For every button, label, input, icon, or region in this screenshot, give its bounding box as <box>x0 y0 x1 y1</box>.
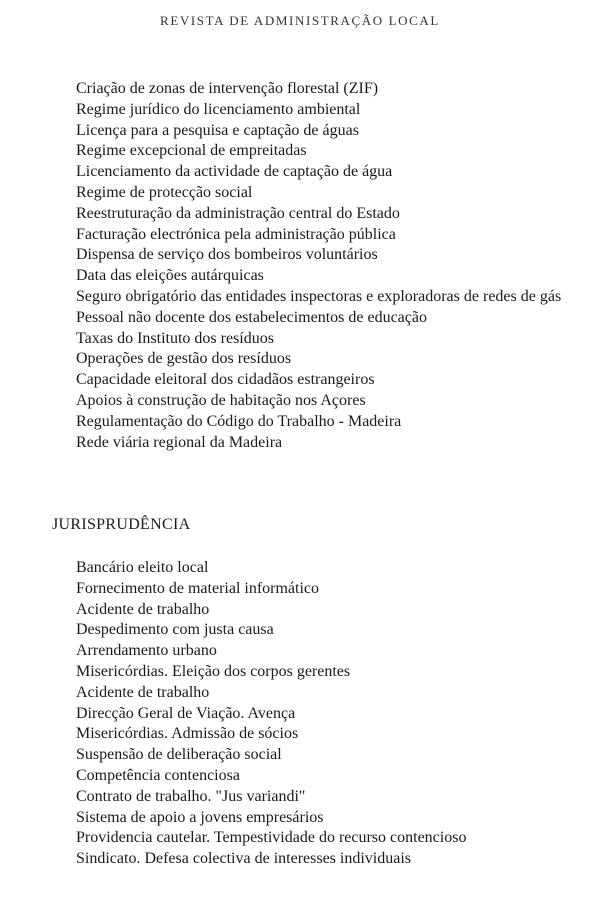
running-header: REVISTA DE ADMINISTRAÇÃO LOCAL <box>160 13 440 28</box>
list-item: Taxas do Instituto dos resíduos <box>76 329 274 347</box>
list-item: Arrendamento urbano <box>76 642 217 660</box>
list-item: Direcção Geral de Viação. Avença <box>76 704 296 722</box>
list-item: Apoios à construção de habitação nos Açores <box>76 391 366 409</box>
list-item: Seguro obrigatório das entidades inspectoras e exploradoras de redes de gás <box>76 287 562 305</box>
list-item: Sindicato. Defesa colectiva de interesses individuais <box>76 850 412 868</box>
list-item: Dispensa de serviço dos bombeiros voluntários <box>76 246 378 264</box>
list-item: Sistema de apoio a jovens empresários <box>76 808 324 826</box>
list-item: Regime excepcional de empreitadas <box>76 142 307 160</box>
list-item: Despedimento com justa causa <box>76 621 274 639</box>
list-item: Contrato de trabalho. "Jus variandi" <box>76 787 306 805</box>
list-item: Criação de zonas de intervenção florestal (ZIF) <box>76 80 379 97</box>
list-item: Facturação electrónica pela administração pública <box>76 225 396 243</box>
section-heading-jurisprudencia: JURISPRUDÊNCIA <box>52 516 191 533</box>
list-item: Acidente de trabalho <box>76 600 210 618</box>
list-item: Regime de protecção social <box>76 183 253 201</box>
legislation-list <box>76 79 566 453</box>
list-item: Suspensão de deliberação social <box>76 746 282 764</box>
list-item: Fornecimento de material informático <box>76 579 320 597</box>
list-item: Licença para a pesquisa e captação de águas <box>76 121 359 139</box>
list-item: Competência contenciosa <box>76 766 240 784</box>
list-item: Providencia cautelar. Tempestividade do recurso contencioso <box>76 829 467 847</box>
list-item: Operações de gestão dos resíduos <box>76 350 292 368</box>
list-item: Reestruturação da administração central do Estado <box>76 204 400 222</box>
list-item: Misericórdias. Eleição dos corpos gerentes <box>76 662 351 680</box>
list-item: Misericórdias. Admissão de sócios <box>76 725 299 743</box>
list-item: Data das eleições autárquicas <box>76 267 264 285</box>
list-item: Rede viária regional da Madeira <box>76 433 283 451</box>
list-item: Licenciamento da actividade de captação de água <box>76 163 393 181</box>
list-item: Bancário eleito local <box>76 559 209 576</box>
list-item: Regime jurídico do licenciamento ambiental <box>76 100 361 118</box>
list-item: Pessoal não docente dos estabelecimentos de educação <box>76 308 427 326</box>
list-item: Acidente de trabalho <box>76 683 210 701</box>
list-item: Regulamentação do Código do Trabalho - Madeira <box>76 412 402 430</box>
jurisprudence-list <box>76 558 566 870</box>
list-item: Capacidade eleitoral dos cidadãos estrangeiros <box>76 371 375 389</box>
